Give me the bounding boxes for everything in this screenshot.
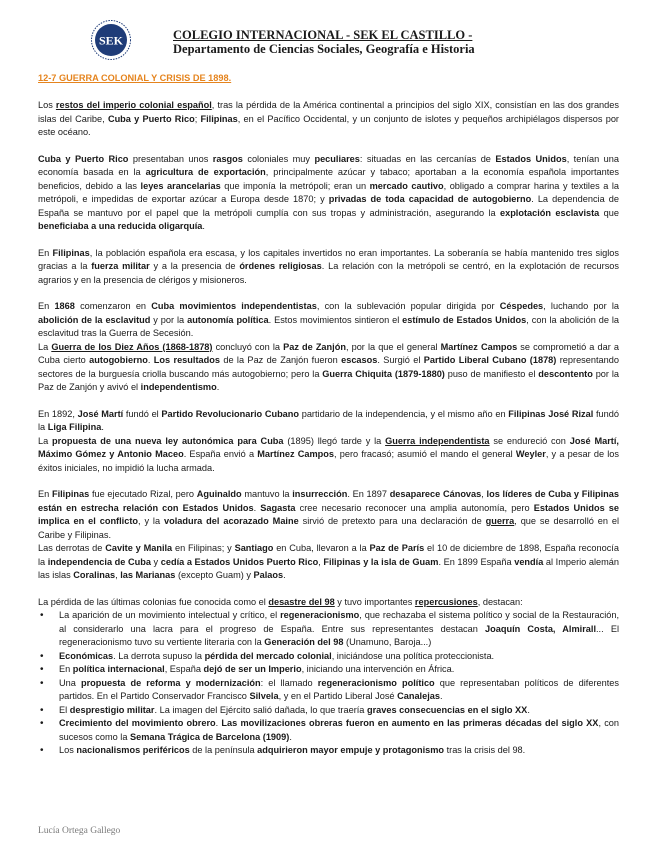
paragraph: En Filipinas, la población española era escasa, y los capitales invertidos no eran importantes. La soberanía se había mantenido tres siglos gracias a la fuerza militar y a la presencia de órdenes religiosas. La relación con la metrópoli se centró, en la explotación de recursos agrarios y en la presencia de clérigos y misioneros. — [38, 247, 620, 285]
list-item: • El desprestigio militar. La imagen del Ejército salió dañada, lo que traería graves consecuencias en el siglo XX. — [59, 704, 619, 718]
section-title: 12-7 GUERRA COLONIAL Y CRISIS DE 1898. — [38, 73, 232, 83]
paragraph: En Filipinas fue ejecutado Rizal, pero Aguinaldo mantuvo la insurrección. En 1897 desaparece Cánovas, los líderes de Cuba y Filipinas están en estrecha relación con Estados Unidos. Sagasta cree necesario reconocer una amplia autonomía, pero Estados Unidos se implica en el conflicto, y la voladura del acorazado Maine sirvió de pretexto para una declaración de guerra, que se desarrolló en el Caribe y Filipinas. — [38, 489, 620, 540]
list-item: • La aparición de un movimiento intelectual y crítico, el regeneracionismo, que rechazaba el sistema político y social de la Restauración, al considerarlo una lacra para el progreso de España. Entre sus representantes destacan Joaquín Costa, Almirall... El regeneracionismo tuvo su vertiente literaria con la Generación del 98 (Unamuno, Baroja...) — [59, 609, 619, 650]
paragraph: Los restos del imperio colonial español, tras la pérdida de la América continental a principios del siglo XIX, consistían en las dos grandes islas del Caribe, Cuba y Puerto Rico; Filipinas, en el Pacífico Occidental, y un conjunto de islotes y pequeños archipiélagos dispersos por este océano. — [38, 100, 619, 137]
list-item: • Económicas. La derrota supuso la pérdida del mercado colonial, iniciándose una política proteccionista. — [59, 650, 619, 664]
paragraph: Cuba y Puerto Rico presentaban unos rasgos coloniales muy peculiares: situadas en las cercanías de Estados Unidos, tenían una economía basada en la agricultura de exportación, principalmente azúcar y tabaco; aportaban a la economía española importantes beneficios, debido a las leyes arancelarias que imponía la metrópoli; eran un mercado cautivo, obligado a comprar harina y textiles a la metrópoli, e impedidas de exportar azúcar a Europa desde 1870; y privadas de toda capacidad de autogobierno. La dependencia de España se mantuvo por el papel que la metrópoli cumplía con sus tropas y administración, asegurando la explotación esclavista que beneficiaba a una reducida oligarquía. — [38, 153, 620, 231]
list-item: • Crecimiento del movimiento obrero. Las movilizaciones obreras fueron en aumento en las primeras décadas del siglo XX, con sucesos como la Semana Trágica de Barcelona (1909). — [59, 717, 619, 744]
list-item: • Los nacionalismos periféricos de la península adquirieron mayor empuje y protagonismo tras la crisis del 98. — [59, 744, 619, 758]
document-body — [38, 99, 619, 758]
paragraph: En 1868 comenzaron en Cuba movimientos independentistas, con la sublevación popular dirigida por Céspedes, luchando por la abolición de la esclavitud y por la autonomía política. Estos movimientos sintieron el estímulo de Estados Unidos, con la abolición de la esclavitud tras la Guerra de Secesión. — [38, 301, 620, 338]
list-item: • En política internacional, España dejó de ser un Imperio, iniciando una intervención en África. — [59, 663, 619, 677]
paragraph: La Guerra de los Diez Años (1868-1878) concluyó con la Paz de Zanjón, por la que el general Martínez Campos se comprometió a dar a Cuba cierto autogobierno. Los resultados de la Paz de Zanjón fueron escasos. Surgió el Partido Liberal Cubano (1878) representando sectores de la burguesía criolla buscando más autogobierno; pero la Guerra Chiquita (1879-1880) puso de manifiesto el descontento por la Paz de Zanjón y avivó el independentismo. — [38, 341, 619, 392]
logo-text: SEK — [98, 33, 124, 48]
paragraph: En 1892, José Martí fundó el Partido Revolucionario Cubano partidario de la independencia, y el mismo año en Filipinas José Rizal fundó la Liga Filipina. — [38, 408, 619, 432]
paragraph: La pérdida de las últimas colonias fue conocida como el desastre del 98 y tuvo importantes repercusiones, destacan: — [38, 596, 523, 607]
department-name: Departamento de Ciencias Sociales, Geografía e Historia — [173, 42, 475, 56]
repercussions-list — [38, 609, 619, 758]
paragraph: La propuesta de una nueva ley autonómica para Cuba (1895) llegó tarde y la Guerra independentista se endureció con José Martí, Máximo Gómez y Antonio Maceo. España envió a Martínez Campos, pero fracasó; asumió el mando el general Weyler, y a pesar de los éxitos iniciales, no impidió la lucha armada. — [38, 435, 619, 473]
school-name: COLEGIO INTERNACIONAL - SEK EL CASTILLO - — [173, 28, 473, 42]
author-footer: Lucía Ortega Gallego — [38, 826, 121, 836]
paragraph: Las derrotas de Cavite y Manila en Filipinas; y Santiago en Cuba, llevaron a la Paz de París el 10 de diciembre de 1898, España reconocía la independencia de Cuba y cedía a Estados Unidos Puerto Rico, Filipinas y la isla de Guam. En 1899 España vendía al Imperio alemán las islas Coralinas, las Marianas (excepto Guam) y Palaos. — [38, 543, 620, 580]
school-logo — [91, 20, 131, 60]
list-item: • Una propuesta de reforma y modernización: el llamado regeneracionismo político que representaban políticos de diferentes partidos. En el Partido Conservador Francisco Silvela, y en el Partido Liberal José Canalejas. — [59, 677, 619, 704]
